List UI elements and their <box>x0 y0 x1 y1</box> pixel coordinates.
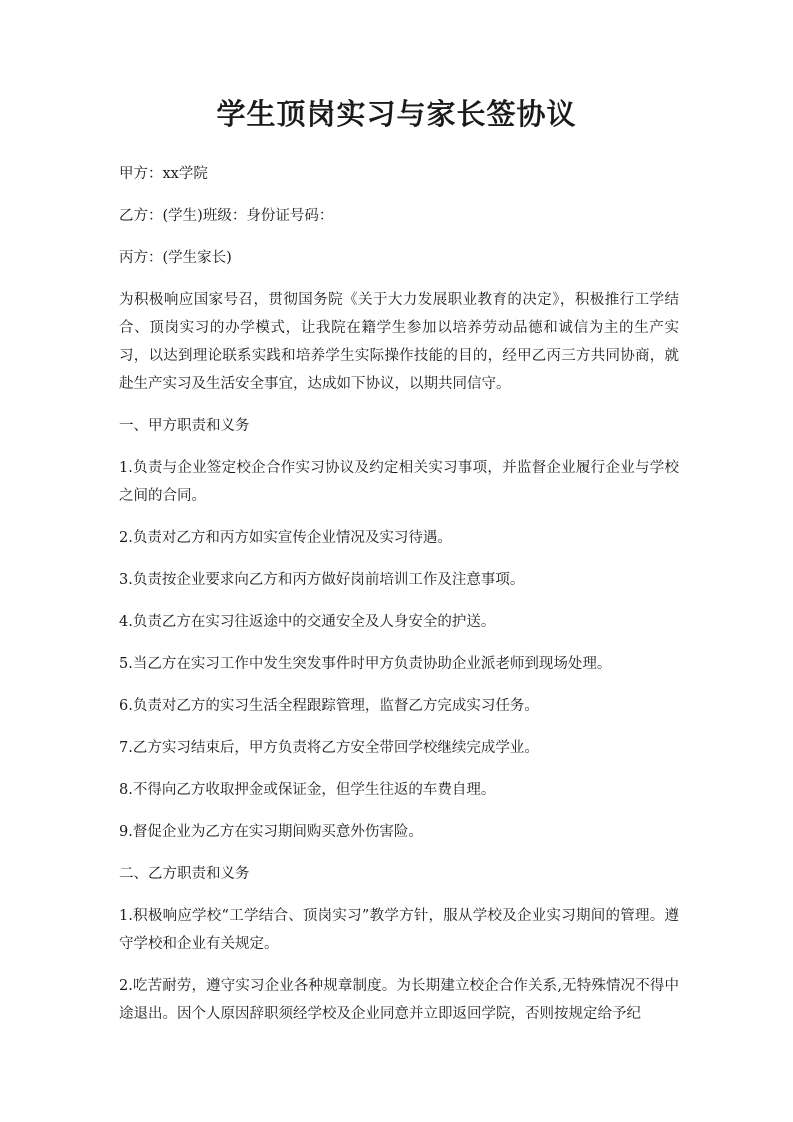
list-item: 3.负责按企业要求向乙方和丙方做好岗前培训工作及注意事项。 <box>119 572 525 588</box>
section-heading-party-b: 二、乙方职责和义务 <box>119 866 250 882</box>
list-item: 2.吃苦耐劳，遵守实习企业各种规章制度。为长期建立校企合作关系,无特殊情况不得中途退出。因个人原因辞职须经学校及企业同意并立即返回学院，否则按规定给予纪 <box>119 978 679 1022</box>
party-b-line: 乙方：(学生)班级：身份证号码： <box>119 208 334 224</box>
list-item: 2.负责对乙方和丙方如实宣传企业情况及实习待遇。 <box>119 530 452 546</box>
document-title: 学生顶岗实习与家长签协议 <box>216 97 577 131</box>
list-item: 8.不得向乙方收取押金或保证金，但学生往返的车费自理。 <box>119 782 496 798</box>
document-body <box>119 160 679 1028</box>
party-c-line: 丙方：(学生家长) <box>119 250 232 266</box>
list-item: 6.负责对乙方的实习生活全程跟踪管理，监督乙方完成实习任务。 <box>119 698 539 714</box>
list-item: 5.当乙方在实习工作中发生突发事件时甲方负责协助企业派老师到现场处理。 <box>119 656 612 672</box>
list-item: 9.督促企业为乙方在实习期间购买意外伤害险。 <box>119 824 423 840</box>
intro-paragraph: 为积极响应国家号召，贯彻国务院《关于大力发展职业教育的决定》，积极推行工学结合、顶岗实习的办学模式，让我院在籍学生参加以培养劳动品德和诚信为主的生产实习，以达到理论联系实践和培养学生实际操作技能的目的，经甲乙丙三方共同协商，就赴生产实习及生活安全事宜，达成如下协议，以期共同信守。 <box>119 292 679 392</box>
party-a-line: 甲方：xx学院 <box>119 166 208 182</box>
list-item: 1.负责与企业签定校企合作实习协议及约定相关实习事项，并监督企业履行企业与学校之间的合同。 <box>119 460 679 504</box>
list-item: 7.乙方实习结束后，甲方负责将乙方安全带回学校继续完成学业。 <box>119 740 539 756</box>
section-heading-party-a: 一、甲方职责和义务 <box>119 418 250 434</box>
list-item: 1.积极响应学校“工学结合、顶岗实习”教学方针，服从学校及企业实习期间的管理。遵守学校和企业有关规定。 <box>119 908 679 952</box>
list-item: 4.负责乙方在实习往返途中的交通安全及人身安全的护送。 <box>119 614 496 630</box>
